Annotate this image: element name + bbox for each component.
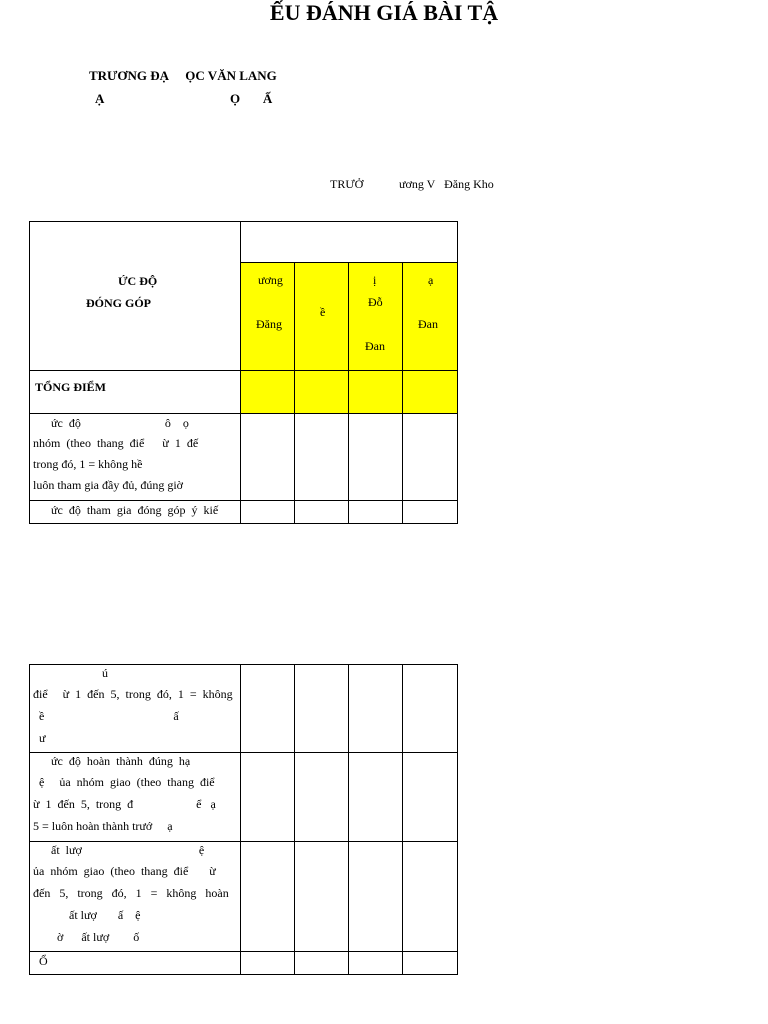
member-2-line1: ề — [320, 305, 326, 319]
total-label: TỔNG ĐIỂM — [35, 380, 107, 394]
score-r6-c3 — [349, 952, 403, 975]
score-r3-c3 — [349, 665, 403, 753]
criteria-row-3-line4: ư — [33, 731, 46, 745]
member-1-line1: ương — [258, 273, 283, 287]
criteria-row-3-line3: ề ấ — [33, 709, 179, 723]
member-3-line1: ị — [373, 273, 377, 287]
score-r5-c3 — [349, 842, 403, 952]
criteria-row-3-line2: điể ừ 1 đến 5, trong đó, 1 = không — [33, 687, 233, 701]
member-1-cell — [241, 263, 295, 371]
member-4-line1: ạ — [428, 273, 434, 287]
criteria-row-4 — [30, 753, 241, 842]
score-r3-c4 — [403, 665, 458, 753]
criteria-row-1-line2: nhóm (theo thang điể ừ 1 đế — [33, 436, 199, 450]
member-3-line3: Đan — [365, 339, 385, 353]
score-r6-c2 — [295, 952, 349, 975]
total-cell-2 — [295, 371, 349, 414]
total-cell-3 — [349, 371, 403, 414]
criteria-row-5 — [30, 842, 241, 952]
criteria-row-3 — [30, 665, 241, 753]
score-r2-c3 — [349, 501, 403, 524]
criteria-row-1 — [30, 414, 241, 501]
criteria-header-line2: ĐÓNG GÓP — [86, 296, 151, 310]
criteria-row-2 — [30, 501, 241, 524]
score-r6-c1 — [241, 952, 295, 975]
score-r1-c2 — [295, 414, 349, 501]
criteria-header-line1: ỨC ĐỘ — [118, 274, 158, 288]
header-line2-right: Ọ Ấ — [230, 91, 273, 106]
total-cell-4 — [403, 371, 458, 414]
criteria-row-5-line3: đến 5, trong đó, 1 = không hoàn — [33, 886, 229, 900]
criteria-row-3-line1: ú — [33, 666, 108, 680]
score-r3-c1 — [241, 665, 295, 753]
member-4-line2: Đan — [418, 317, 438, 331]
score-r4-c2 — [295, 753, 349, 842]
criteria-row-4-line2: ệ ủa nhóm giao (theo thang điể — [33, 775, 215, 789]
criteria-row-5-line1: ất lượ ệ — [33, 843, 205, 857]
criteria-row-6 — [30, 952, 241, 975]
member-1-line2: Đăng — [256, 317, 282, 331]
score-r1-c1 — [241, 414, 295, 501]
score-r4-c1 — [241, 753, 295, 842]
score-r5-c4 — [403, 842, 458, 952]
member-3-line2: Đỗ — [368, 295, 383, 309]
criteria-row-5-line5: ờ ất lượ ố — [33, 930, 140, 944]
subtitle-left: TRƯỞ — [330, 177, 364, 191]
criteria-row-4-line4: 5 = luôn hoàn thành trướ ạ — [33, 819, 173, 833]
criteria-row-5-line2: ủa nhóm giao (theo thang điể ừ — [33, 864, 216, 878]
member-2-cell — [295, 263, 349, 371]
criteria-row-5-line4: ất lượ ấ ệ — [33, 908, 141, 922]
score-r2-c2 — [295, 501, 349, 524]
score-r2-c4 — [403, 501, 458, 524]
criteria-row-1-line3: trong đó, 1 = không hề — [33, 457, 143, 471]
members-header-cell — [241, 222, 458, 263]
score-r3-c2 — [295, 665, 349, 753]
criteria-row-1-line1: ức độ ô ọ — [33, 416, 189, 430]
criteria-row-2-line1: ức độ tham gia đóng góp ý kiế — [33, 503, 219, 517]
score-r4-c3 — [349, 753, 403, 842]
score-r5-c1 — [241, 842, 295, 952]
score-r5-c2 — [295, 842, 349, 952]
member-3-cell — [349, 263, 403, 371]
header-line2-left: Ạ — [95, 91, 105, 106]
school-name: TRƯƠNG ĐẠ ỌC VĂN LANG — [89, 68, 277, 83]
page-title: ẾU ĐÁNH GIÁ BÀI TẬ — [269, 0, 499, 25]
evaluation-table-1 — [29, 221, 458, 524]
criteria-row-1-line4: luôn tham gia đầy đủ, đúng giờ — [33, 478, 183, 492]
member-4-cell — [403, 263, 458, 371]
score-r6-c4 — [403, 952, 458, 975]
score-r2-c1 — [241, 501, 295, 524]
total-cell-1 — [241, 371, 295, 414]
score-r1-c3 — [349, 414, 403, 501]
criteria-header-cell — [30, 222, 241, 371]
score-r1-c4 — [403, 414, 458, 501]
subtitle-right: ương V Đăng Kho — [399, 177, 494, 191]
total-label-cell — [30, 371, 241, 414]
criteria-row-4-line3: ừ 1 đến 5, trong đ ể ạ — [33, 797, 216, 811]
score-r4-c4 — [403, 753, 458, 842]
criteria-row-4-line1: ức độ hoàn thành đúng hạ — [33, 754, 191, 768]
evaluation-table-2 — [29, 664, 458, 975]
criteria-row-6-line1: Ổ — [33, 954, 48, 968]
